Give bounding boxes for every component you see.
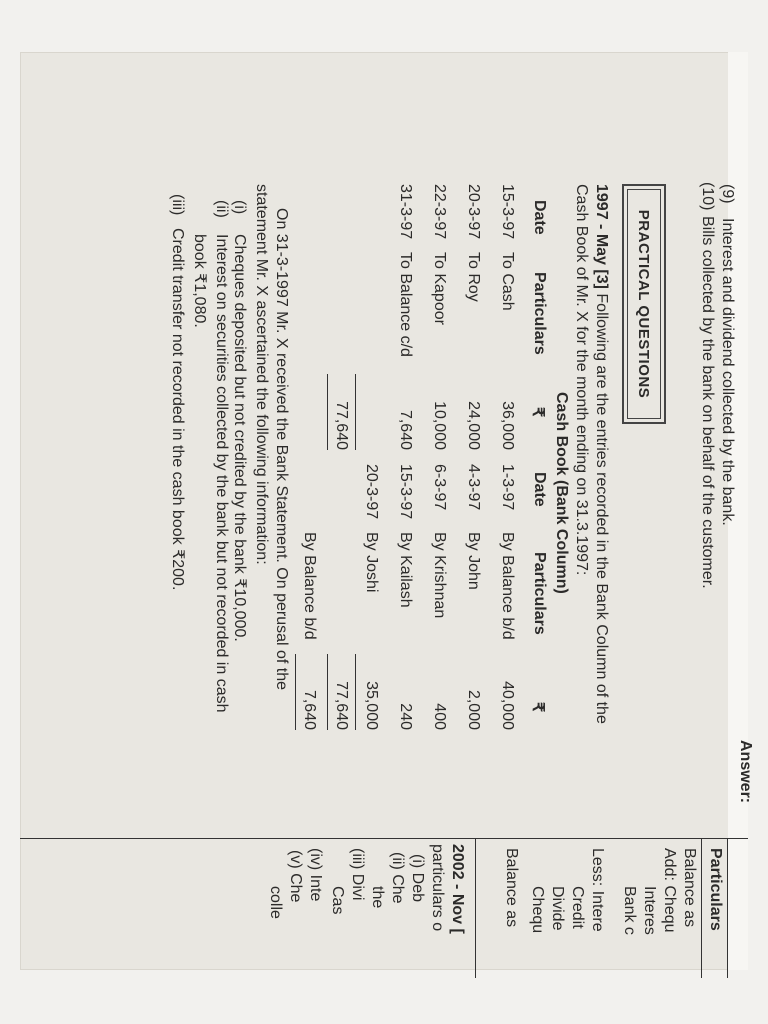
header-date-dr: Date [531,200,548,235]
statement-line-2: statement Mr. X ascertained the following information: [253,184,270,565]
balance-bd-amount: 7,640 [301,689,318,730]
rotated-page-content [20,52,754,970]
list-item-9 [718,184,736,526]
credit-row-amount: 400 [431,703,448,730]
strip-line: (iv) Inte [307,848,324,902]
debit-row-amount: 7,640 [397,409,414,450]
strip-line: 2002 - Nov [ [449,844,466,934]
header-amount-dr: ₹ [529,407,546,418]
header-particulars-cr: Particulars [531,552,548,635]
info-number: (ii) [213,200,230,218]
credit-row-particulars: By Balance b/d [499,532,516,640]
debit-row-particulars: To Roy [465,252,482,302]
strip-line: Less: Intere [589,848,606,932]
strip-line: Cas [329,886,346,915]
practical-questions-box [622,184,666,424]
debit-row-particulars: To Cash [499,252,516,311]
debit-row-date: 15-3-97 [499,184,516,240]
strip-line: particulars o [429,844,446,932]
strip-line: Divide [549,886,566,931]
debit-row-particulars: To Balance c/d [397,252,414,357]
list-text: Bills collected by the bank on behalf of the customer. [699,216,716,589]
strip-rule-header [701,838,702,978]
strip-line: Interes [641,886,658,935]
info-text: Interest on securities collected by the bank but not recorded in cash [213,234,230,713]
debit-row-date: 22-3-97 [431,184,448,240]
balance-bd-rule [295,654,296,730]
question-text: Following are the entries recorded in the Bank Column of the [593,293,610,724]
info-item-1 [230,200,250,642]
credit-total-rule-top [355,654,356,730]
debit-row-amount: 36,000 [499,401,516,450]
info-number: (i) [231,200,248,215]
credit-row-date: 4-3-97 [465,464,482,511]
debit-total-rule-bottom [327,374,328,450]
credit-total-rule-bottom [327,654,328,730]
credit-row-date: 20-3-97 [363,464,380,520]
debit-row-amount: 10,000 [431,401,448,450]
question-line-2: Cash Book of Mr. X for the month ending on 31.3.1997: [573,184,590,576]
strip-line: Credit [569,886,586,929]
info-item-2 [212,200,230,713]
credit-row-particulars: By Kailash [397,532,414,608]
balance-bd-particulars: By Balance b/d [301,532,318,640]
debit-total-rule-top [355,374,356,450]
answer-heading: Answer: [737,740,754,804]
credit-row-amount: 240 [397,703,414,730]
credit-row-date: 15-3-97 [397,464,414,520]
debit-row-amount: 24,000 [465,401,482,450]
info-item-3 [168,194,188,590]
strip-line: Chequ [529,886,546,934]
strip-rule-top [727,838,728,978]
question-line-1 [592,184,610,724]
debit-row-date: 31-3-97 [397,184,414,240]
page-content-clip [20,52,754,970]
header-amount-cr: ₹ [529,702,546,713]
strip-line: Particulars [707,848,724,931]
credit-row-date: 1-3-97 [499,464,516,511]
strip-line: Bank c [621,886,638,935]
strip-line: (ii) Che [389,852,406,904]
strip-line: (v) Che [287,850,304,903]
strip-rule-bottom [475,838,476,978]
header-particulars-dr: Particulars [531,272,548,355]
column-divider [20,838,748,839]
list-number: (10) [699,182,716,211]
strip-line: (i) Deb [409,854,426,903]
strip-line: colle [267,886,284,919]
credit-row-amount: 2,000 [465,689,482,730]
info-number: (iii) [169,194,186,216]
strip-line: Balance as [681,848,698,928]
credit-row-particulars: By John [465,532,482,590]
header-date-cr: Date [531,472,548,507]
debit-row-date: 20-3-97 [465,184,482,240]
info-text: Credit transfer not recorded in the cash book ₹200. [169,228,186,591]
strip-line: Add: Chequ [661,848,678,933]
debit-row-particulars: To Kapoor [431,252,448,325]
credit-row-amount: 40,000 [499,681,516,730]
question-tag: 1997 - May [3] [593,184,610,289]
info-item-2-continued: book ₹1,080. [191,234,208,328]
credit-row-date: 6-3-97 [431,464,448,511]
list-number: (9) [719,184,736,204]
strip-line: Balance as [503,848,520,928]
cash-book-title: Cash Book (Bank Column) [553,392,570,594]
credit-row-particulars: By Joshi [363,532,380,593]
section-title: PRACTICAL QUESTIONS [627,189,661,419]
list-item-10 [698,182,716,589]
info-text: Cheques deposited but not credited by the bank ₹10,000. [231,234,248,642]
debit-total: 77,640 [333,401,350,450]
credit-total: 77,640 [333,681,350,730]
strip-line: (iii) Divi [349,848,366,901]
credit-row-amount: 35,000 [363,681,380,730]
strip-line: the [369,886,386,909]
credit-row-particulars: By Krishnan [431,532,448,619]
list-text: Interest and dividend collected by the bank. [719,218,736,526]
statement-line-1: On 31-3-1997 Mr. X received the Bank Statement. On perusal of the [273,208,290,691]
